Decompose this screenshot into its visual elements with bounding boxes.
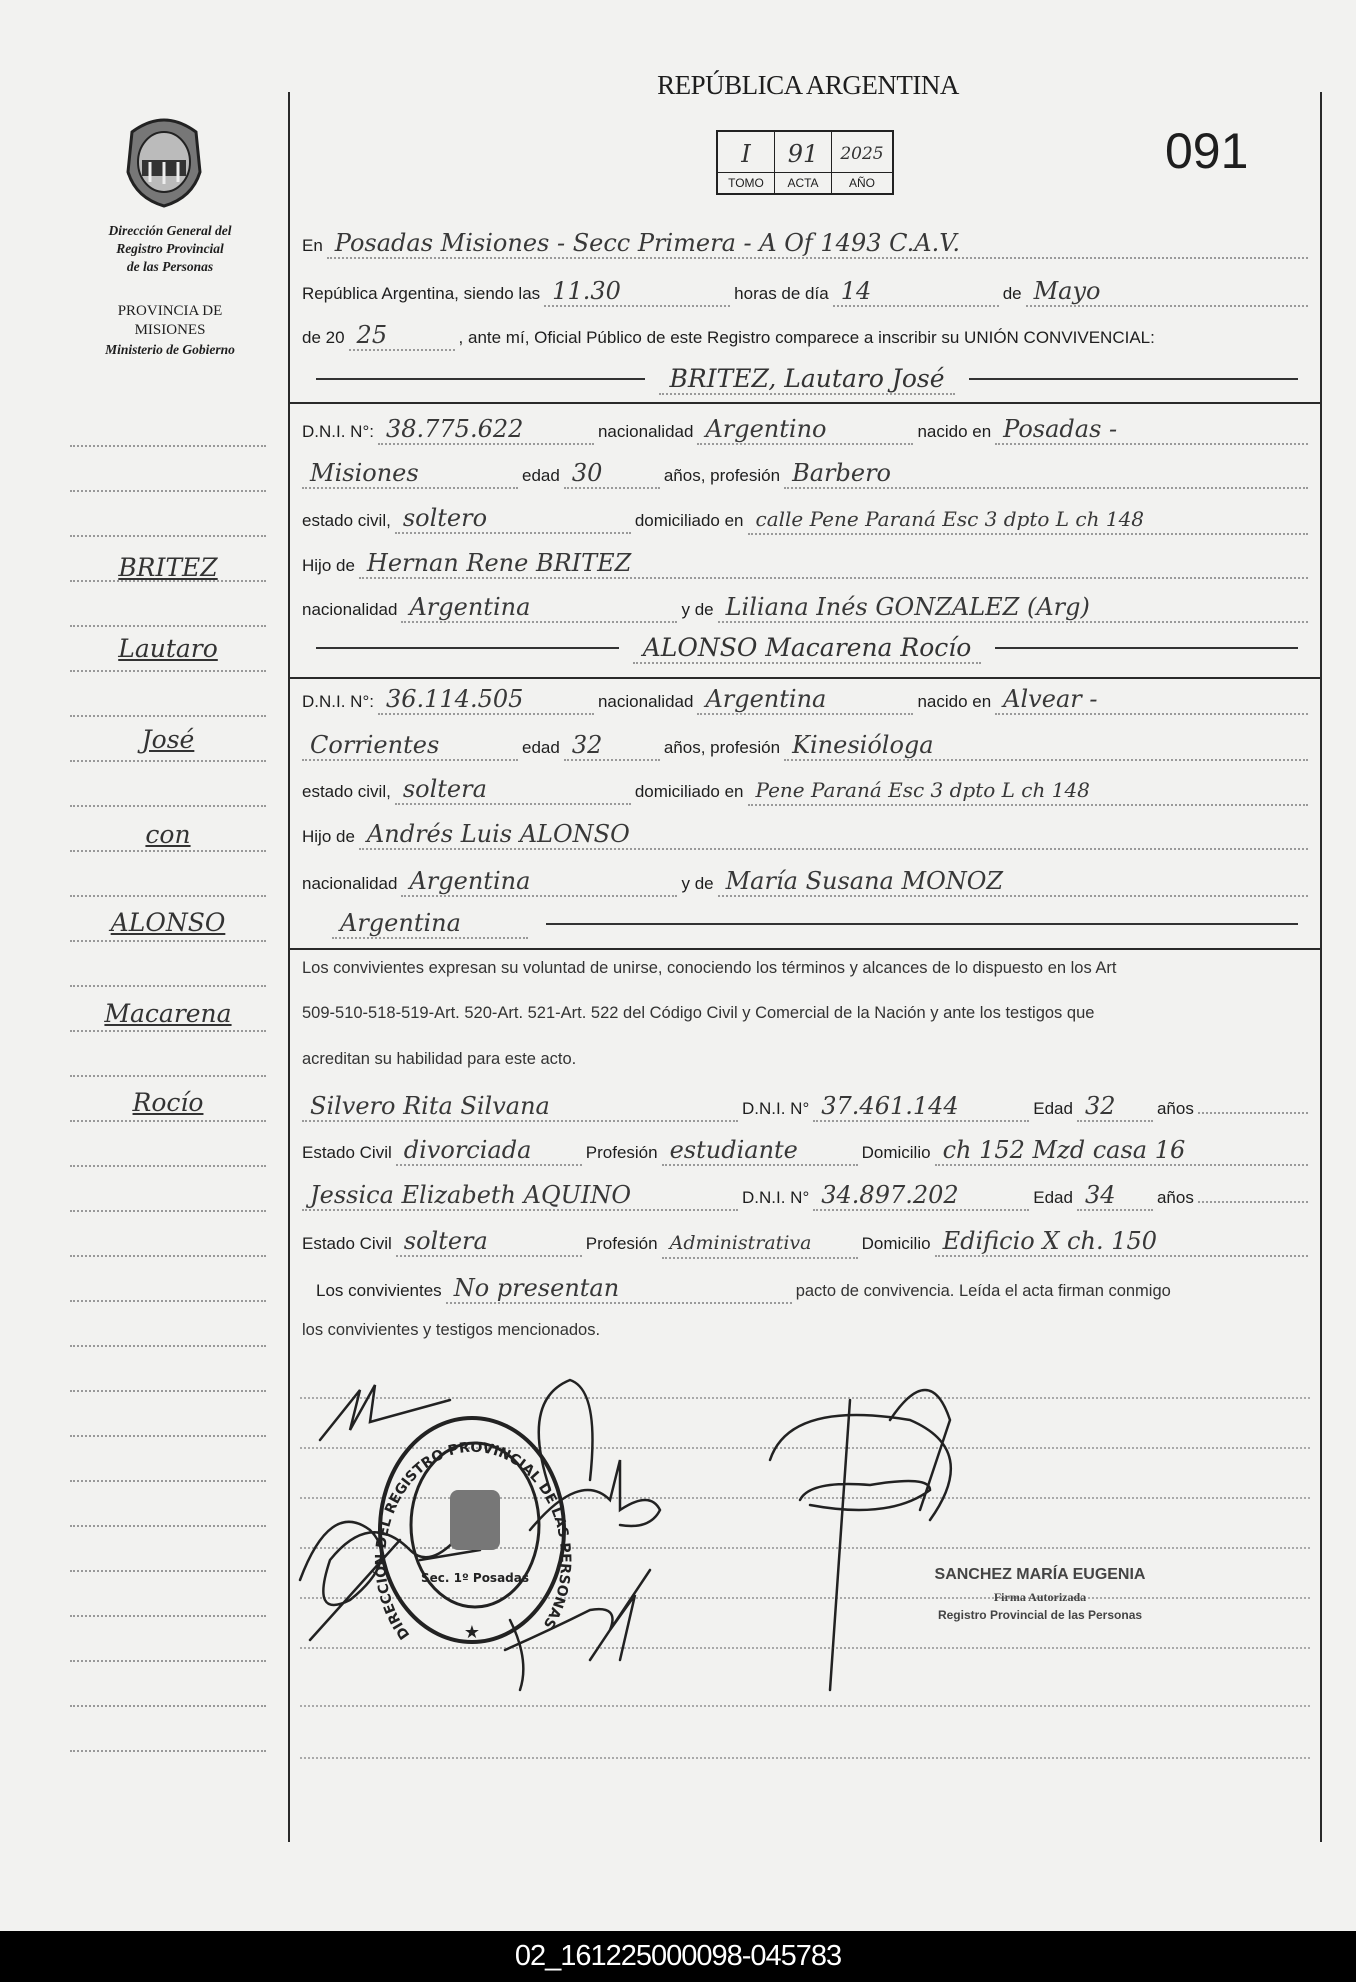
year-field: 25 [349, 321, 455, 351]
convivientes-label: Los convivientes [316, 1281, 442, 1300]
anio-value: 2025 [832, 132, 892, 173]
section-divider [290, 402, 1320, 404]
signature-official [770, 1390, 951, 1690]
person2-father: Andrés Luis ALONSO [359, 820, 1308, 850]
person2-name-row [302, 633, 1312, 663]
anos-label: años [1156, 1099, 1194, 1118]
anos-label: años [1156, 1188, 1194, 1207]
place-field: Posadas Misiones - Secc Primera - A Of 1493 C.A.V. [327, 229, 1308, 259]
profesion-label: Profesión [585, 1143, 658, 1162]
right-border [1320, 92, 1322, 1842]
person2-birthplace: Alvear - [995, 685, 1308, 715]
witness1-dni: 37.461.144 [813, 1092, 1029, 1122]
margin-dotted-line [70, 1390, 266, 1392]
closing-row [302, 1274, 1312, 1304]
estado-label: estado civil, [302, 782, 391, 801]
act-time-row [302, 277, 1312, 307]
margin-dotted-line [70, 1435, 266, 1437]
margin-dotted-line [70, 760, 266, 762]
margin-note: José [141, 725, 195, 754]
act-place-row [302, 229, 1312, 259]
margin-dotted-line [70, 1705, 266, 1707]
margin-dotted-line [70, 940, 266, 942]
estado-label: estado civil, [302, 511, 391, 530]
person2-name: ALONSO Macarena Rocío [633, 633, 982, 664]
official-role: Firma Autorizada [993, 1590, 1087, 1604]
margin-dotted-line [70, 1030, 266, 1032]
nacido-label: nacido en [917, 692, 992, 711]
hijo-label: Hijo de [302, 556, 355, 575]
en-label: En [302, 236, 323, 255]
document-title: REPÚBLICA ARGENTINA [657, 70, 959, 100]
dni-label: D.N.I. N° [742, 1099, 810, 1118]
profesion-label: años, profesión [663, 466, 781, 485]
margin-dotted-line [70, 1255, 266, 1257]
section-divider [290, 677, 1320, 679]
margin-dotted-line [70, 1300, 266, 1302]
person2-nationality: Argentina [697, 685, 913, 715]
margin-dotted-line [70, 1345, 266, 1347]
witness1-address: ch 152 Mzd casa 16 [935, 1136, 1308, 1166]
de-label: de [1002, 284, 1022, 303]
person2-age: 32 [564, 731, 660, 761]
person2-father-row [302, 820, 1312, 850]
witness2-profession: Administrativa [662, 1229, 858, 1259]
closing-line: los convivientes y testigos mencionados. [302, 1321, 601, 1339]
margin-dotted-line [70, 1570, 266, 1572]
witness2-name: Jessica Elizabeth AQUINO [302, 1181, 738, 1211]
tomo-label: TOMO [728, 176, 764, 190]
profesion-label: años, profesión [663, 738, 781, 757]
registry-box [716, 130, 894, 195]
margin-dotted-line [70, 490, 266, 492]
estado-label: Estado Civil [302, 1234, 392, 1253]
registry-org-name [70, 222, 270, 276]
dni-label: D.N.I. N° [742, 1188, 810, 1207]
anio-label: AÑO [848, 176, 875, 190]
person1-status-row [302, 504, 1312, 534]
org-line: de las Personas [126, 259, 214, 274]
person1-father-nationality: Argentina [401, 593, 677, 623]
margin-dotted-line [70, 1075, 266, 1077]
margin-dotted-line [70, 1165, 266, 1167]
yde-label: y de [681, 874, 714, 893]
person1-dni: 38.775.622 [378, 415, 594, 445]
edad-label: Edad [1033, 1188, 1073, 1207]
nacionalidad-label: nacionalidad [302, 874, 398, 893]
person1-name: BRITEZ, Lautaro José [659, 364, 954, 395]
person2-birthplace-cont: Corrientes [302, 731, 518, 761]
person1-mother-row [302, 593, 1312, 623]
margin-note: Rocío [132, 1088, 204, 1117]
nacionalidad-label: nacionalidad [302, 600, 398, 619]
witness1-age: 32 [1077, 1092, 1153, 1122]
estado-label: Estado Civil [302, 1143, 392, 1162]
acta-value: 91 [775, 132, 831, 173]
official-name: SANCHEZ MARÍA EUGENIA [934, 1566, 1146, 1583]
margin-dotted-line [70, 670, 266, 672]
edad-label: edad [522, 466, 560, 485]
person2-father-nationality: Argentina [401, 867, 677, 897]
time-field: 11.30 [544, 277, 730, 307]
person1-father-row [302, 549, 1312, 579]
person2-status-row [302, 775, 1312, 805]
nacionalidad-label: nacionalidad [597, 692, 694, 711]
witness1-row [302, 1092, 1312, 1122]
official-office: Registro Provincial de las Personas [937, 1608, 1143, 1622]
act-year-row [302, 321, 1312, 351]
person2-mother-nationality-row [302, 909, 1312, 939]
declaration-line: acreditan su habilidad para este acto. [302, 1050, 577, 1068]
margin-dotted-line [70, 1660, 266, 1662]
edad-label: edad [522, 738, 560, 757]
margin-dotted-line [70, 625, 266, 627]
province-name [70, 302, 270, 360]
margin-dotted-line [70, 895, 266, 897]
pacto-label: pacto de convivencia. Leída el acta firman conmigo [795, 1282, 1171, 1300]
margin-dotted-line [70, 805, 266, 807]
person2-age-row [302, 731, 1312, 761]
pact-field: No presentan [446, 1274, 792, 1304]
org-line: Dirección General del [108, 223, 232, 238]
declaration-line: Los convivientes expresan su voluntad de unirse, conociendo los términos y alcances de lo dispuesto en los Art [302, 959, 1117, 977]
day-field: 14 [833, 277, 999, 307]
section-divider [290, 948, 1320, 950]
person1-profession: Barbero [784, 459, 1308, 489]
person1-address: calle Pene Paraná Esc 3 dpto L ch 148 [748, 505, 1308, 535]
scan-id-footer: 02_161225000098-045783 [0, 1931, 1356, 1982]
margin-note: ALONSO [110, 908, 226, 937]
margin-dotted-line [70, 1210, 266, 1212]
margin-dotted-line [70, 1750, 266, 1752]
ante-label: , ante mí, Oficial Público de este Registro comparece a inscribir su UNIÓN CONVIVENCIAL: [458, 328, 1155, 347]
person1-birthplace-cont: Misiones [302, 459, 518, 489]
year-prefix: de 20 [302, 328, 345, 347]
stamp-inner-text: Sec. 1º Posadas [420, 1571, 530, 1585]
witness2-civil-status: soltera [396, 1227, 582, 1257]
profesion-label: Profesión [585, 1234, 658, 1253]
tomo-value: I [718, 132, 774, 173]
witness2-address: Edificio X ch. 150 [935, 1227, 1308, 1257]
yde-label: y de [681, 600, 714, 619]
domicilio-label: Domicilio [861, 1143, 931, 1162]
month-field: Mayo [1026, 277, 1308, 307]
margin-note: con [145, 820, 191, 849]
rep-label: República Argentina, siendo las [302, 284, 541, 303]
person2-profession: Kinesióloga [784, 731, 1308, 761]
witness1-profession: estudiante [662, 1136, 858, 1166]
margin-note: BRITEZ [118, 553, 218, 582]
stamp-outer-text: DIRECCIÓN DEL REGISTRO PROVINCIAL DE LAS PERSONAS [373, 1439, 574, 1643]
person2-mother: María Susana MONOZ [718, 867, 1308, 897]
person1-name-row [302, 364, 1312, 394]
horas-label: horas de día [734, 284, 829, 303]
margin-dotted-line [70, 445, 266, 447]
ministry-name: Ministerio de Gobierno [105, 342, 235, 357]
person1-mother: Liliana Inés GONZALEZ (Arg) [718, 593, 1308, 623]
person2-address: Pene Paraná Esc 3 dpto L ch 148 [748, 776, 1308, 806]
domicilio-label: Domicilio [861, 1234, 931, 1253]
province-line: PROVINCIA DE [117, 303, 223, 319]
witness2-age: 34 [1077, 1181, 1153, 1211]
person2-civil-status: soltera [395, 775, 631, 805]
margin-dotted-line [70, 1480, 266, 1482]
domiciliado-label: domiciliado en [634, 511, 744, 530]
official-stamp [371, 1418, 573, 1642]
provincial-coat-of-arms-icon [122, 112, 206, 208]
person1-nationality: Argentino [697, 415, 913, 445]
star-icon: ★ [463, 1622, 481, 1642]
person2-dni-row [302, 685, 1312, 715]
witness2-dni: 34.897.202 [813, 1181, 1029, 1211]
person1-civil-status: soltero [395, 504, 631, 534]
margin-dotted-line [70, 985, 266, 987]
person1-age-row [302, 459, 1312, 489]
person2-mother-nationality: Argentina [332, 909, 528, 939]
person1-father: Hernan Rene BRITEZ [359, 549, 1308, 579]
person1-age: 30 [564, 459, 660, 489]
person1-dni-row [302, 415, 1312, 445]
nacido-label: nacido en [917, 422, 992, 441]
margin-note: Lautaro [118, 634, 218, 663]
org-line: Registro Provincial [116, 241, 224, 256]
dni-label: D.N.I. N°: [302, 692, 374, 711]
acta-label: ACTA [787, 176, 819, 190]
margin-dotted-line [70, 850, 266, 852]
witness1-civil-status: divorciada [396, 1136, 582, 1166]
edad-label: Edad [1033, 1099, 1073, 1118]
margin-dotted-line [70, 1120, 266, 1122]
margin-dotted-line [70, 1525, 266, 1527]
person1-birthplace: Posadas - [995, 415, 1308, 445]
hijo-label: Hijo de [302, 827, 355, 846]
person2-dni: 36.114.505 [378, 685, 594, 715]
domiciliado-label: domiciliado en [634, 782, 744, 801]
margin-dotted-line [70, 715, 266, 717]
margin-dotted-line [70, 535, 266, 537]
witness2-details-row [302, 1227, 1312, 1257]
signature-dotted-line [300, 1757, 1310, 1759]
nacionalidad-label: nacionalidad [597, 422, 694, 441]
witness2-row [302, 1181, 1312, 1211]
margin-note: Macarena [104, 999, 232, 1028]
person2-mother-row [302, 867, 1312, 897]
witness1-name: Silvero Rita Silvana [302, 1092, 738, 1122]
signature-witness2 [505, 1570, 650, 1690]
margin-dotted-line [70, 1615, 266, 1617]
signatures-area [290, 1360, 1320, 1720]
witness1-details-row [302, 1136, 1312, 1166]
declaration-line: 509-510-518-519-Art. 520-Art. 521-Art. 522 del Código Civil y Comercial de la Nación y ante los testigos que [302, 1004, 1095, 1022]
acta-number: 091 [1165, 123, 1249, 179]
dni-label: D.N.I. N°: [302, 422, 374, 441]
province-line: MISIONES [134, 322, 206, 338]
